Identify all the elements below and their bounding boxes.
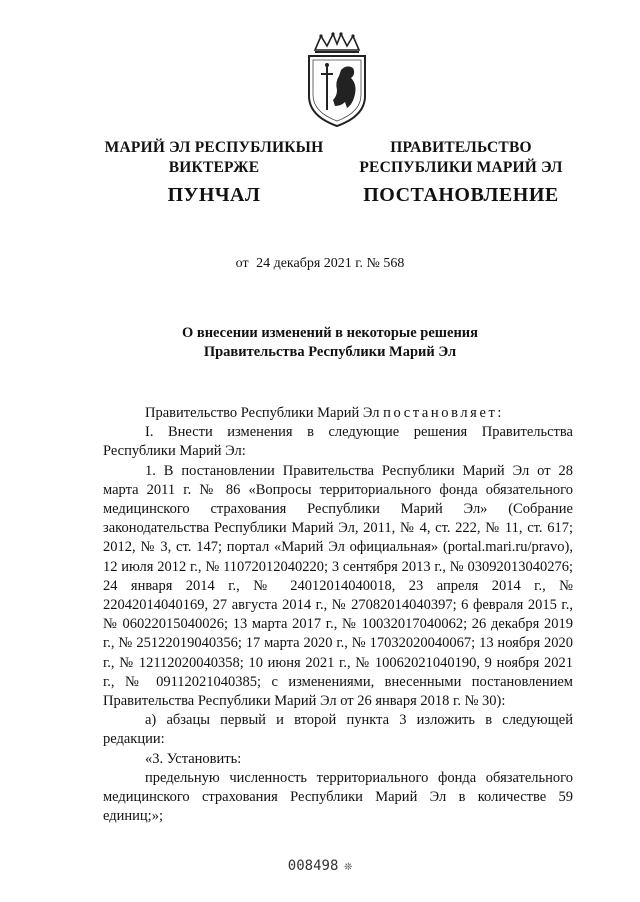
body-paragraph-2: 1. В постановлении Правительства Республики Марий Эл от 28 марта 2011 г. № 86 «Вопросы территориального фонда обязательного медицинского страхования Республики Марий Эл» (Собрание законодательства Республики Марий Эл, 2011, № 4, ст. 222, № 11, ст. 617; 2012, № 3, ст. 147; портал «Марий Эл официальная» (portal.mari.ru/pravo), 12 июля 2012 г., № 11072012040220; 3 сентября 2013 г., № 03092013040276; 24 января 2014 г., № 24012014040018, 23 апреля 2014 г., № 22042014040169, 27 августа 2014 г., № 27082014040397; 6 февраля 2015 г., № 06022015040026; 13 марта 2017 г., № 10032017040062; 26 декабря 2019 г., № 25122019040356; 17 марта 2020 г., № 17032020040067; 13 ноября 2020 г., № 12112020040358; 10 июня 2021 г., № 10062021040190, 9 ноября 2021 г., № 09112021040385; с изменениями, внесенными постановлением Правительства Республики Марий Эл от 26 января 2018 г. № 30):	[103, 462, 573, 710]
date-prefix: от	[235, 256, 249, 271]
header-mari	[78, 138, 350, 207]
body-paragraph-1: I. Внести изменения в следующие решения Правительства Республики Марий Эл:	[103, 424, 573, 460]
serial-number	[0, 858, 640, 874]
header-mari-line2: ВИКТЕРЖЕ	[168, 159, 260, 176]
header-russian-line2: РЕСПУБЛИКИ МАРИЙ ЭЛ	[359, 159, 563, 176]
body-paragraph-3: а) абзацы первый и второй пункта 3 изложить в следующей редакции:	[103, 712, 573, 748]
body-intro	[103, 404, 573, 423]
header-russian-line1: ПРАВИТЕЛЬСТВО	[390, 139, 532, 156]
date-value: 24 декабря 2021 г. № 568	[256, 256, 405, 271]
header-mari-doctype: ПУНЧАЛ	[167, 184, 261, 206]
document-body	[103, 404, 573, 826]
title-line1: О внесении изменений в некоторые решения	[181, 325, 479, 341]
header-mari-line1: МАРИЙ ЭЛ РЕСПУБЛИКЫН	[104, 139, 324, 156]
ornament-icon: ❊	[344, 859, 353, 874]
date-line	[0, 256, 640, 272]
header-russian-doctype: ПОСТАНОВЛЕНИЕ	[363, 184, 559, 206]
coat-of-arms-icon	[301, 30, 373, 128]
header-russian	[330, 138, 592, 207]
document-title	[60, 324, 600, 362]
body-paragraph-5: предельную численность территориального фонда обязательного медицинского страхования Республики Марий Эл в количестве 59 единиц;»;	[103, 769, 573, 825]
body-paragraph-4: «3. Установить:	[145, 750, 242, 767]
intro-decree-word: постановляет:	[383, 405, 505, 421]
title-line2: Правительства Республики Марий Эл	[203, 344, 457, 360]
serial-number-value: 008498	[287, 858, 339, 874]
intro-text: Правительство Республики Марий Эл	[145, 405, 384, 421]
